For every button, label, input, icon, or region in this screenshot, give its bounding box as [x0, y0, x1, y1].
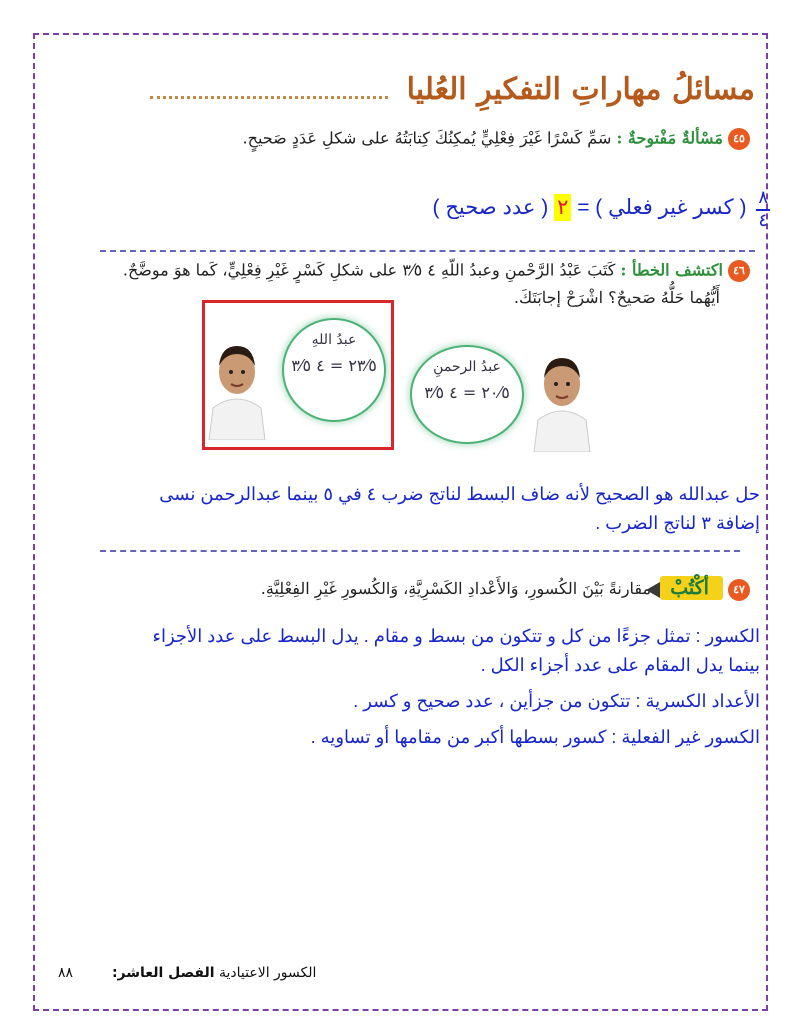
question-46-line2: أَيُّهُما حَلُّهُ صَحيحٌ؟ اشْرَحْ إجابَتَكَ.	[513, 288, 720, 307]
question-label: مَسْألةٌ مَفْتوحةٌ :	[616, 128, 723, 148]
write-pencil-tag: أكْتُبْ	[660, 576, 723, 600]
answer-line: الأعداد الكسرية : تتكون من جزأين ، عدد صحيح و كسر .	[353, 691, 760, 711]
whole-number-highlight: ٢	[554, 194, 571, 221]
answer-line: حل عبدالله هو الصحيح لأنه ضاف البسط لناتج ضرب ٤ في ٥ بينما عبدالرحمن نسى	[159, 484, 760, 504]
divider-1	[100, 250, 755, 252]
question-text: مقارنةً بَيْنَ الكُسورِ، وَالأَعْدادِ الكَسْرِيَّةِ، وَالكُسورِ غَيْرِ الفِعْلِيَّةِ.	[260, 579, 652, 598]
question-number-badge: ٤٧	[728, 579, 750, 601]
question-text: كَتَبَ عَبْدُ الرَّحْمنِ وعبدُ اللّهِ ٤ ٣⁄٥ على شكلِ كَسْرٍ غَيْرِ فِعْلِيٍّ، كَما هوَ موضَّحٌ.	[122, 260, 616, 280]
fraction-denominator: ٤	[758, 210, 768, 230]
question-46	[123, 260, 750, 282]
answer-line: بينما يدل المقام على عدد أجزاء الكل .	[480, 655, 760, 675]
chapter-label: الفصل العاشر:	[111, 965, 215, 981]
bubble-name: عبدُ الرحمنِ	[433, 359, 501, 375]
divider-2	[100, 550, 740, 552]
section-title-text: مسائلُ مهاراتِ التفكيرِ العُليا	[406, 72, 755, 107]
answer-comparison	[60, 622, 760, 752]
whole-label: ( عدد صحيح )	[432, 196, 549, 220]
speech-bubble-abdullah	[282, 318, 386, 422]
bubble-name: عبدُ اللهِ	[311, 332, 357, 348]
question-45	[243, 128, 750, 150]
answer-line: إضافة ٣ لناتج الضرب .	[595, 513, 760, 533]
question-text: سَمِّ كَسْرًا غَيْرَ فِعْلِيٍّ يُمكِنُكَ كِتابَتُهُ على شكلِ عَدَدٍ صَحيحٍ.	[242, 128, 612, 148]
improper-label: ( كسر غير فعلي )	[595, 196, 747, 220]
section-title	[407, 72, 755, 107]
answer-line: الكسور : تمثل جزءًا من كل و تتكون من بسط و مقام . يدل البسط على عدد الأجزاء	[152, 626, 760, 646]
question-47	[261, 576, 750, 601]
speech-bubble-abdulrahman	[410, 345, 524, 444]
question-label: اكتشف الخطأ :	[620, 260, 723, 280]
question-number-badge: ٤٦	[728, 260, 750, 282]
equals-sign: =	[577, 196, 590, 220]
bubble-equation: ٢٣⁄٥ = ٤ ٣⁄٥	[291, 356, 377, 375]
chapter-title: الكسور الاعتيادية	[219, 965, 317, 981]
answer-fraction-line	[433, 188, 770, 229]
boy-abdullah-image	[205, 330, 269, 440]
fraction-numerator: ٨	[756, 188, 770, 211]
page-number: ٨٨	[58, 965, 74, 981]
answer-error-analysis	[60, 480, 760, 538]
title-leader-dots	[150, 96, 388, 99]
improper-fraction	[756, 188, 770, 229]
page-footer	[58, 965, 316, 981]
answer-line: الكسور غير الفعلية : كسور بسطها أكبر من مقامها أو تساويه .	[310, 727, 760, 747]
boy-abdulrahman-image	[530, 342, 594, 452]
bubble-equation: ٢٠⁄٥ = ٤ ٣⁄٥	[424, 383, 510, 402]
question-number-badge: ٤٥	[728, 128, 750, 150]
